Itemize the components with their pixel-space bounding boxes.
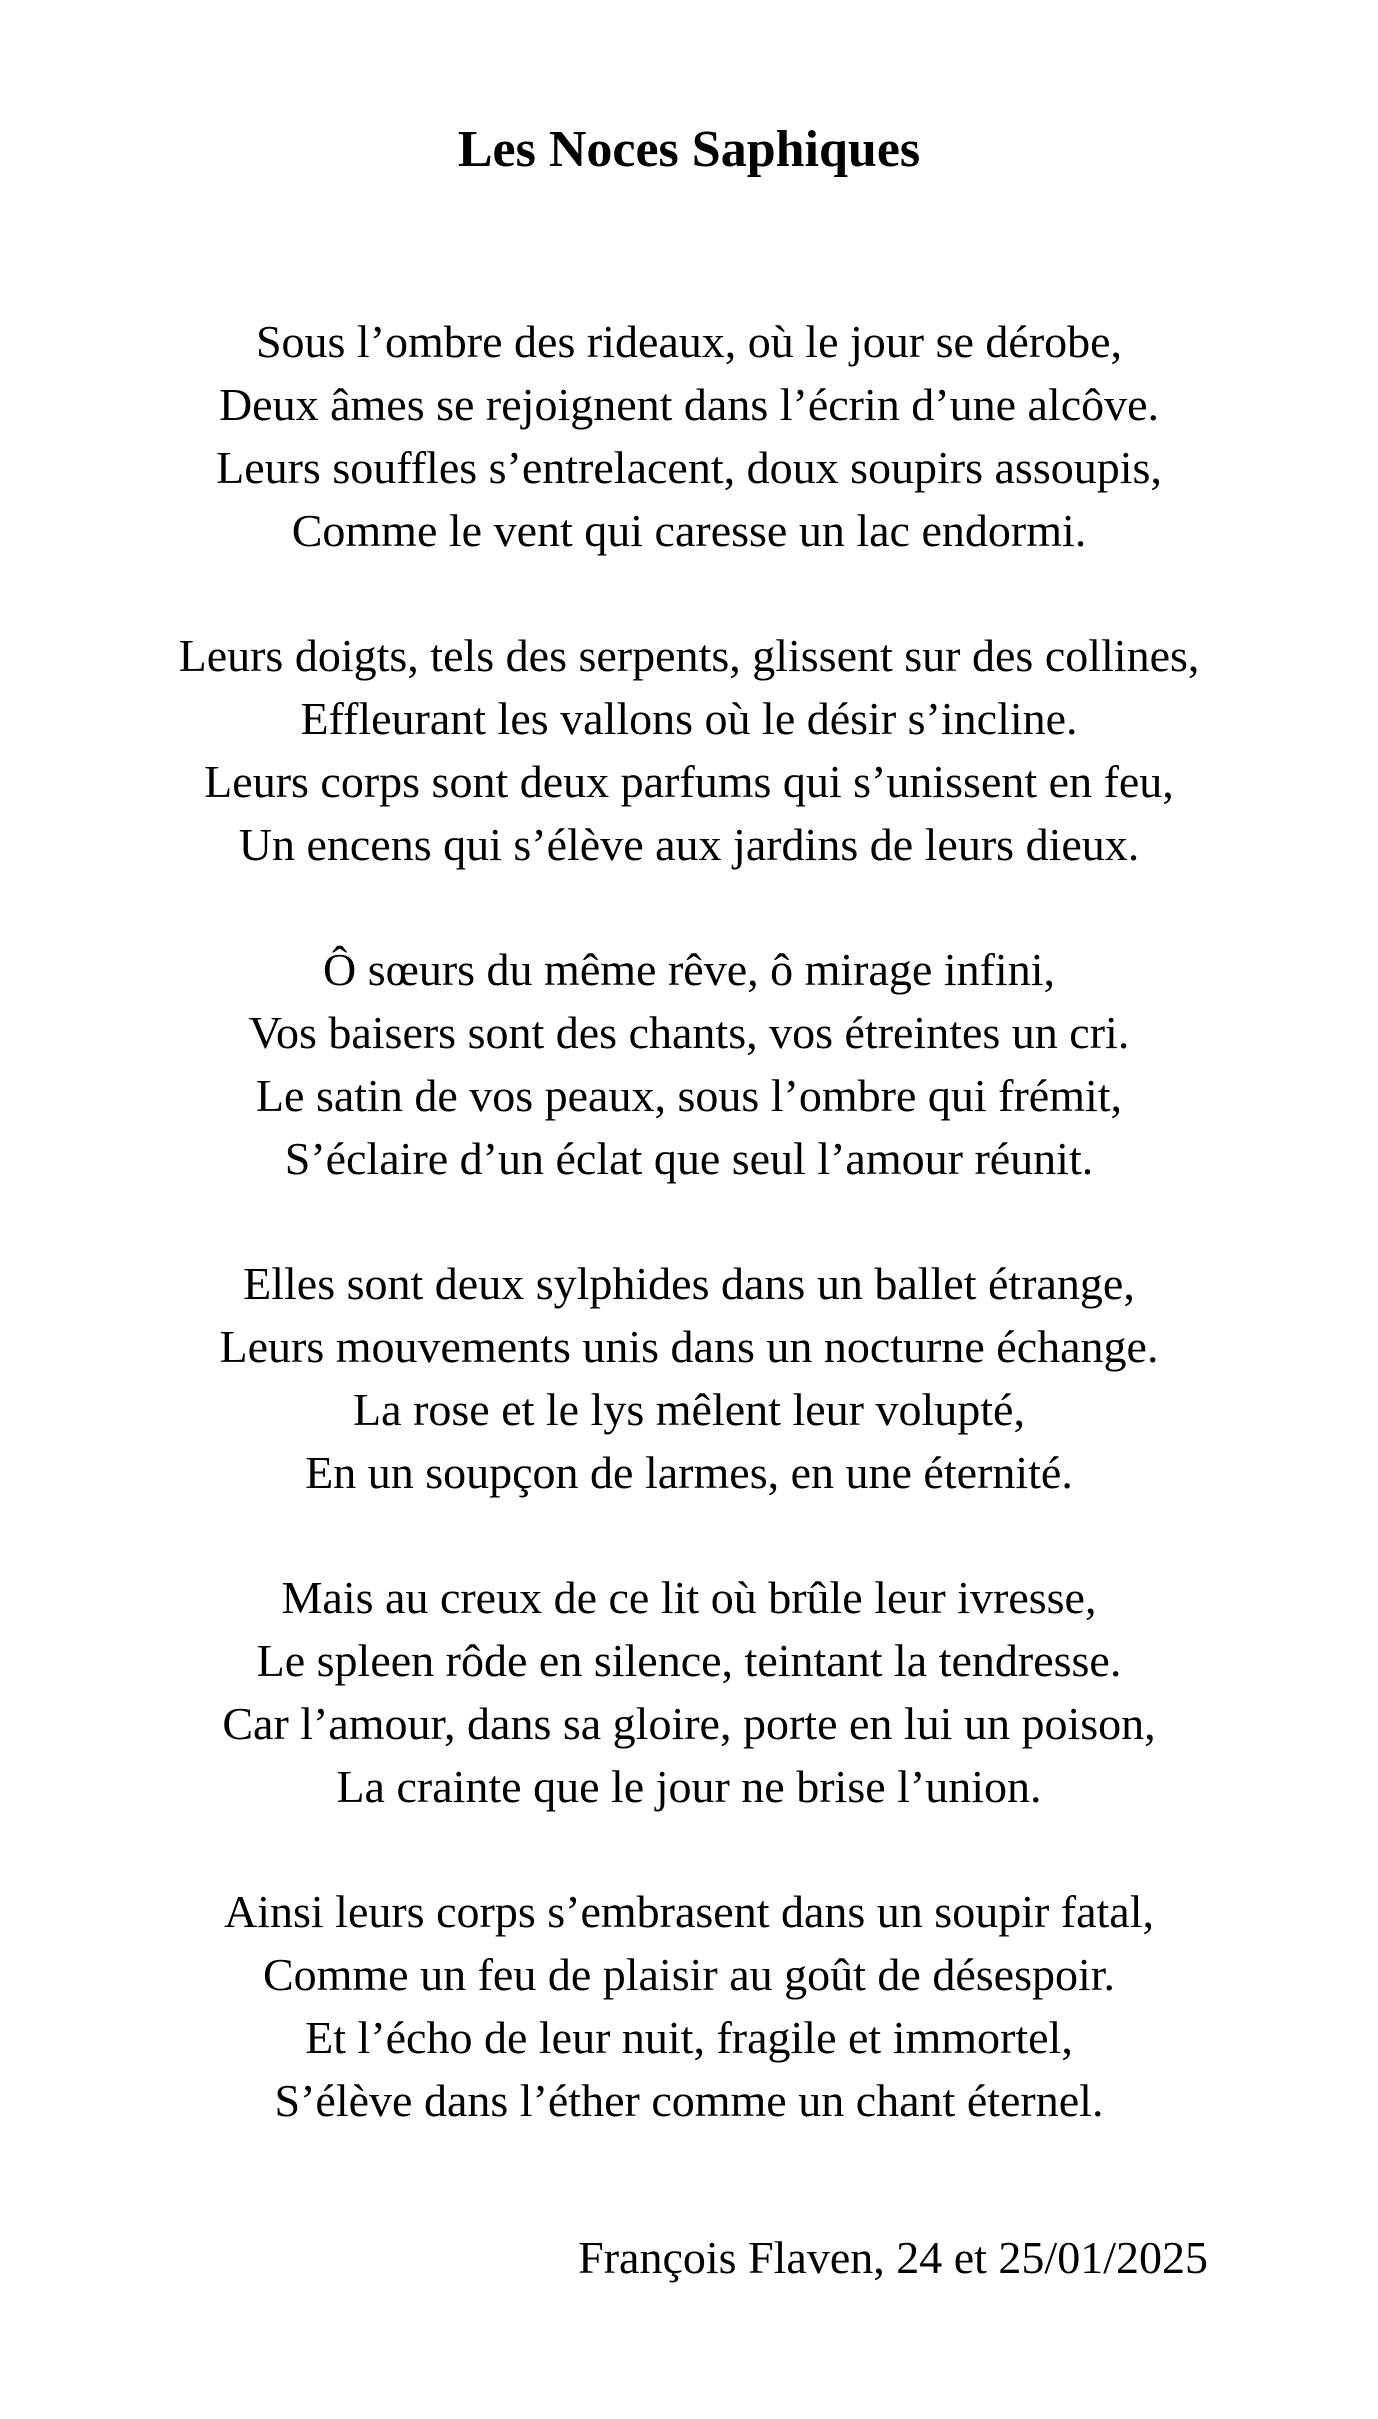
poem-line: La rose et le lys mêlent leur volupté, bbox=[353, 1384, 1025, 1435]
poem-line: Comme un feu de plaisir au goût de désespoir. bbox=[262, 1949, 1116, 2000]
poem-title: Les Noces Saphiques bbox=[457, 121, 921, 178]
poem-line: La crainte que le jour ne brise l’union. bbox=[336, 1761, 1042, 1812]
poem-line: Ô sœurs du même rêve, ô mirage infini, bbox=[323, 944, 1055, 995]
poem-line: Comme le vent qui caresse un lac endormi. bbox=[291, 505, 1087, 556]
stanza-4 bbox=[0, 1252, 1378, 1504]
poem-line: Car l’amour, dans sa gloire, porte en lui un poison, bbox=[222, 1698, 1156, 1749]
poem-line: S’élève dans l’éther comme un chant éternel. bbox=[274, 2075, 1104, 2126]
poem-line: Vos baisers sont des chants, vos étreintes un cri. bbox=[248, 1007, 1130, 1058]
poem-line: Mais au creux de ce lit où brûle leur ivresse, bbox=[281, 1572, 1097, 1623]
poem-line: Sous l’ombre des rideaux, où le jour se dérobe, bbox=[255, 316, 1123, 367]
stanza-2 bbox=[0, 624, 1378, 876]
poem-body bbox=[0, 310, 1378, 2194]
stanza-1 bbox=[0, 310, 1378, 562]
poem-line: Leurs mouvements unis dans un nocturne échange. bbox=[219, 1321, 1159, 1372]
poem-line: Leurs corps sont deux parfums qui s’unissent en feu, bbox=[204, 756, 1174, 807]
stanza-6 bbox=[0, 1880, 1378, 2132]
poem-line: Le spleen rôde en silence, teintant la tendresse. bbox=[256, 1635, 1122, 1686]
poem-line: S’éclaire d’un éclat que seul l’amour réunit. bbox=[284, 1133, 1094, 1184]
poem-line: Elles sont deux sylphides dans un ballet étrange, bbox=[243, 1258, 1135, 1309]
poem-line: Le satin de vos peaux, sous l’ombre qui frémit, bbox=[255, 1070, 1123, 1121]
author-signature: François Flaven, 24 et 25/01/2025 bbox=[578, 2232, 1208, 2283]
poem-line: Et l’écho de leur nuit, fragile et immortel, bbox=[305, 2012, 1073, 2063]
poem-line: Effleurant les vallons où le désir s’incline. bbox=[300, 693, 1078, 744]
poem-line: Un encens qui s’élève aux jardins de leurs dieux. bbox=[238, 819, 1140, 870]
poem-line: Leurs souffles s’entrelacent, doux soupirs assoupis, bbox=[216, 442, 1162, 493]
poem-line: Deux âmes se rejoignent dans l’écrin d’une alcôve. bbox=[218, 379, 1160, 430]
poem-line: En un soupçon de larmes, en une éternité. bbox=[305, 1447, 1073, 1498]
stanza-3 bbox=[0, 938, 1378, 1190]
poem-line: Ainsi leurs corps s’embrasent dans un soupir fatal, bbox=[223, 1886, 1155, 1937]
poem-line: Leurs doigts, tels des serpents, glissent sur des collines, bbox=[178, 630, 1200, 681]
stanza-5 bbox=[0, 1566, 1378, 1818]
